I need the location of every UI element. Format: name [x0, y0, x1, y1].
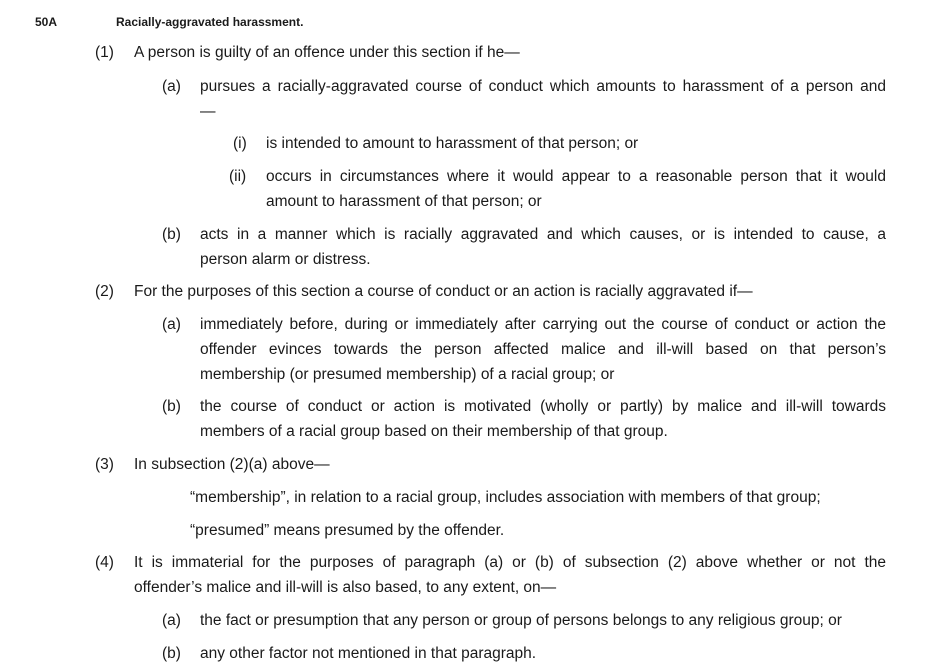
para-1b-line2: person alarm or distress. [200, 251, 371, 268]
para-1a-line1: pursues a racially-aggravated course of conduct which amounts to harassment of a person and [200, 78, 886, 95]
para-2a-line2: offender evinces towards the person affected malice and ill-will based on that person’s [200, 341, 886, 358]
subsection-2-text: For the purposes of this section a course of conduct or an action is racially aggravated if— [134, 283, 753, 300]
subsection-3-number: (3) [95, 456, 114, 473]
subsection-4-line1: It is immaterial for the purposes of paragraph (a) or (b) of subsection (2) above whether or not the [134, 554, 886, 571]
para-1b-label: (b) [162, 226, 181, 243]
subsection-2-number: (2) [95, 283, 114, 300]
para-4b-label: (b) [162, 645, 181, 662]
subpara-1aii-line2: amount to harassment of that person; or [266, 193, 542, 210]
subsection-1-text: A person is guilty of an offence under this section if he— [134, 44, 520, 61]
subpara-1ai-label: (i) [233, 135, 247, 152]
para-1b-line1: acts in a manner which is racially aggravated and which causes, or is intended to cause, a [200, 226, 886, 243]
para-2b-label: (b) [162, 398, 181, 415]
definition-membership: “membership”, in relation to a racial group, includes association with members of that group; [190, 489, 821, 506]
subpara-1aii-line1: occurs in circumstances where it would appear to a reasonable person that it would [266, 168, 886, 185]
subpara-1aii-label: (ii) [229, 168, 247, 185]
subsection-4-number: (4) [95, 554, 114, 571]
subsection-4-line2: offender’s malice and ill-will is also based, to any extent, on— [134, 579, 557, 596]
para-4a-text: the fact or presumption that any person or group of persons belongs to any religious group; or [200, 612, 842, 629]
para-2b-line2: members of a racial group based on their membership of that group. [200, 423, 668, 440]
para-2a-line1: immediately before, during or immediately after carrying out the course of conduct or action the [200, 316, 886, 333]
para-4a-label: (a) [162, 612, 181, 629]
para-2a-label: (a) [162, 316, 181, 333]
definition-presumed: “presumed” means presumed by the offender. [190, 522, 505, 539]
section-title: Racially-aggravated harassment. [116, 15, 304, 29]
subpara-1ai-text: is intended to amount to harassment of that person; or [266, 135, 639, 152]
subsection-1-number: (1) [95, 44, 114, 61]
para-2a-line3: membership (or presumed membership) of a racial group; or [200, 366, 615, 383]
para-4b-text: any other factor not mentioned in that paragraph. [200, 645, 537, 662]
subsection-3-text: In subsection (2)(a) above— [134, 456, 330, 473]
para-1a-label: (a) [162, 78, 181, 95]
section-number: 50A [35, 15, 58, 29]
para-1a-line2: — [200, 103, 216, 120]
para-2b-line1: the course of conduct or action is motivated (wholly or partly) by malice and ill-will towards [200, 398, 886, 415]
